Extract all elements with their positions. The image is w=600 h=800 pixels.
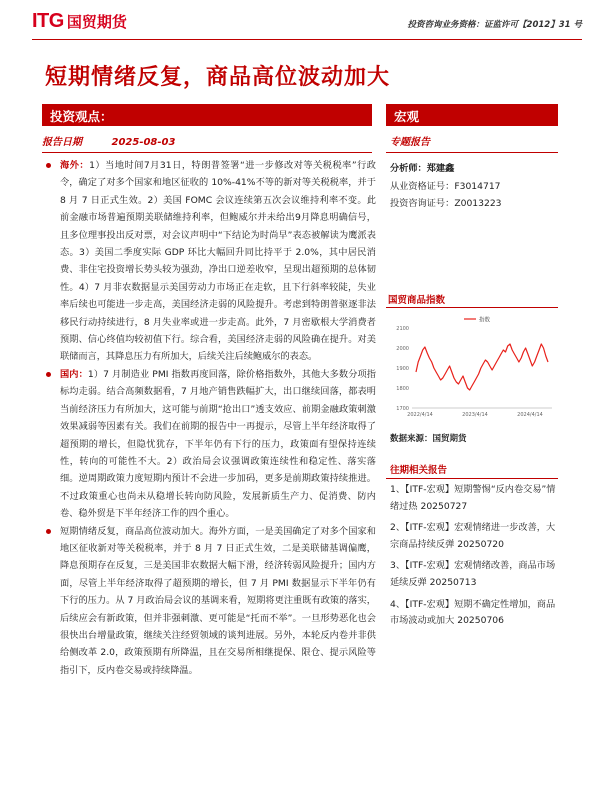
paragraph-overseas bbox=[42, 157, 376, 366]
y-tick-label: 1800 bbox=[396, 386, 409, 392]
bullet-icon bbox=[46, 163, 51, 168]
related-reports-list bbox=[390, 482, 558, 635]
paragraph-text: 1）7 月制造业 PMI 指数再度回落，除价格指数外，其他大多数分项指标均走弱。结合高频数据看，7 月地产销售跌幅扩大，出口继续回落，都表明当前经济压力有所加大，这可能与前期“抢出口”透支效应、前期金融政策刺激效果减弱等因素有关。我们在前期的报告中一再提示，尽管上半年经济取得了超预期的增长，但隐忧犹存，下半年仍有下行的压力，政策面有望保持连续性，转向的可能性不大。2）政治局会议强调政策连续性和稳定性、落实落细。逆周期政策力度短期内预计不会进一步加码，更多是前期政策持续推进。不过政策重心也尚未从稳增长转向防风险，发展新质生产力、促消费、防内卷、稳外贸是下半年经济工作的四个重心。 bbox=[60, 368, 376, 520]
related-report-link[interactable]: 2、【ITF-宏观】宏观情绪进一步改善，大宗商品持续反弹 20250720 bbox=[390, 522, 556, 550]
chart-title: 国贸商品指数 bbox=[388, 295, 446, 306]
logo-latin: ITG bbox=[32, 10, 64, 32]
macro-bar: 宏观 bbox=[386, 104, 558, 126]
x-tick-label: 2024/4/14 bbox=[517, 412, 543, 418]
related-divider bbox=[386, 478, 558, 479]
commodity-index-chart bbox=[386, 312, 558, 422]
date-divider bbox=[42, 152, 372, 153]
analyst-label: 分析师： bbox=[390, 163, 427, 174]
analyst-info bbox=[390, 160, 502, 213]
y-tick-label: 2000 bbox=[396, 346, 409, 352]
page-header bbox=[0, 0, 600, 40]
paragraph-text: 短期情绪反复，商品高位波动加大。海外方面，一是美国确定了对多个国家和地区征收新对等关税税率，并于 8 月 7 日正式生效，二是美联储基调偏鹰，降息预期存在反复，三是美国非农数据大幅下滑，经济转弱风险提升；国内方面，尽管上半年经济取得了超预期的增长，但 7 月 PMI 数据显示下半年仍有下行的压力。从 7 月政治局会议的基调来看，短期将更注重既有政策的落实，后续应会有新政策，但并非强刺激、更可能是“托而不举”。一旦形势恶化也会很快出台增量政策，继续关注经贸领域的谈判进展。另外，本轮反内卷并非供给侧改革 2.0，政策预期有所降温，且在交易所相继提保、限仓、提示风险等指引下，反内卷交易或持续降温。 bbox=[60, 525, 376, 676]
paragraph-lead: 国内： bbox=[60, 368, 88, 380]
consult-value: Z0013223 bbox=[454, 198, 502, 209]
company-logo bbox=[32, 10, 127, 33]
chart-divider bbox=[386, 307, 558, 308]
report-date-row bbox=[42, 133, 372, 151]
x-tick-label: 2023/4/14 bbox=[462, 412, 488, 418]
legend-label: 指数 bbox=[479, 317, 491, 324]
consult-row bbox=[390, 195, 502, 213]
series-line-index bbox=[416, 344, 548, 390]
y-tick-label: 1700 bbox=[396, 406, 409, 412]
right-divider bbox=[386, 152, 558, 153]
related-reports-title: 往期相关报告 bbox=[390, 465, 448, 476]
data-source: 数据来源：国贸期货 bbox=[390, 434, 467, 444]
report-body bbox=[42, 157, 376, 679]
paragraph-text: 1）当地时间7月31日，特朗普签署“进一步修改对等关税税率”行政令，确定了对多个国家和地区征收的 10%-41%不等的新对等关税税率，并于 8 月 7 日正式生效。2）美国 FOMC 会议连续第五次会议维持利率不变。此前金融市场普遍预期美联储维持利率，但鲍威尔并未给出9月降息明确信号，且多位理事投出反对票，对会议声明中“下结论为时尚早”表态被解读为鹰派表态。3）美国二季度实际 GDP 环比大幅回升同比持平于 2.0%，其中居民消费、非住宅投资增长势头较为强劲，净出口逆差收窄，呈现出超预期的总体韧性。4）7 月非农数据显示美国劳动力市场正在走软，且下行斜率较陡，失业率后续也可能进一步走高，美国经济走弱的风险提升。考虑到特朗普驱逐非法移民行动持续进行，8 月失业率或进一步走高。此外，7 月密歇根大学消费者预期、信心终值均较初值下行。综合看，美国经济走弱的风险确在提升。对美联储而言，其降息压力有所加大，后续关注后续鲍威尔的表态。 bbox=[60, 160, 376, 363]
related-report-link[interactable]: 1、【ITF-宏观】短期警惕“反内卷交易”情绪过热 20250727 bbox=[390, 484, 556, 512]
paragraph-lead: 海外： bbox=[60, 160, 90, 171]
y-tick-label: 1900 bbox=[396, 366, 409, 372]
cert-label: 从业资格证号： bbox=[390, 180, 455, 192]
cert-row bbox=[390, 178, 502, 196]
analyst-row bbox=[390, 160, 502, 178]
investment-view-bar: 投资观点： bbox=[42, 104, 372, 126]
paragraph-summary bbox=[42, 523, 376, 680]
y-tick-label: 2100 bbox=[396, 326, 409, 332]
cert-value: F3014717 bbox=[454, 180, 501, 192]
paragraph-domestic bbox=[42, 366, 376, 523]
report-type: 专题报告 bbox=[390, 137, 430, 148]
logo-chinese: 国贸期货 bbox=[66, 13, 127, 31]
date-value: 2025-08-03 bbox=[111, 137, 176, 148]
report-title: 短期情绪反复，商品高位波动加大 bbox=[45, 64, 391, 90]
x-tick-label: 2022/4/14 bbox=[407, 412, 433, 418]
date-label: 报告日期 bbox=[42, 137, 82, 148]
related-report-link[interactable]: 3、【ITF-宏观】宏观情绪改善，商品市场延续反弹 20250713 bbox=[390, 560, 556, 588]
bullet-icon bbox=[46, 372, 51, 377]
analyst-name: 郑建鑫 bbox=[426, 163, 455, 174]
related-report-link[interactable]: 4、【ITF-宏观】短期不确定性增加，商品市场波动或加大 20250706 bbox=[390, 598, 556, 627]
consult-label: 投资咨询证号： bbox=[390, 198, 455, 209]
license-text: 投资咨询业务资格：证监许可【2012】31 号 bbox=[407, 20, 582, 30]
header-divider bbox=[32, 39, 582, 40]
bullet-icon bbox=[46, 529, 51, 534]
